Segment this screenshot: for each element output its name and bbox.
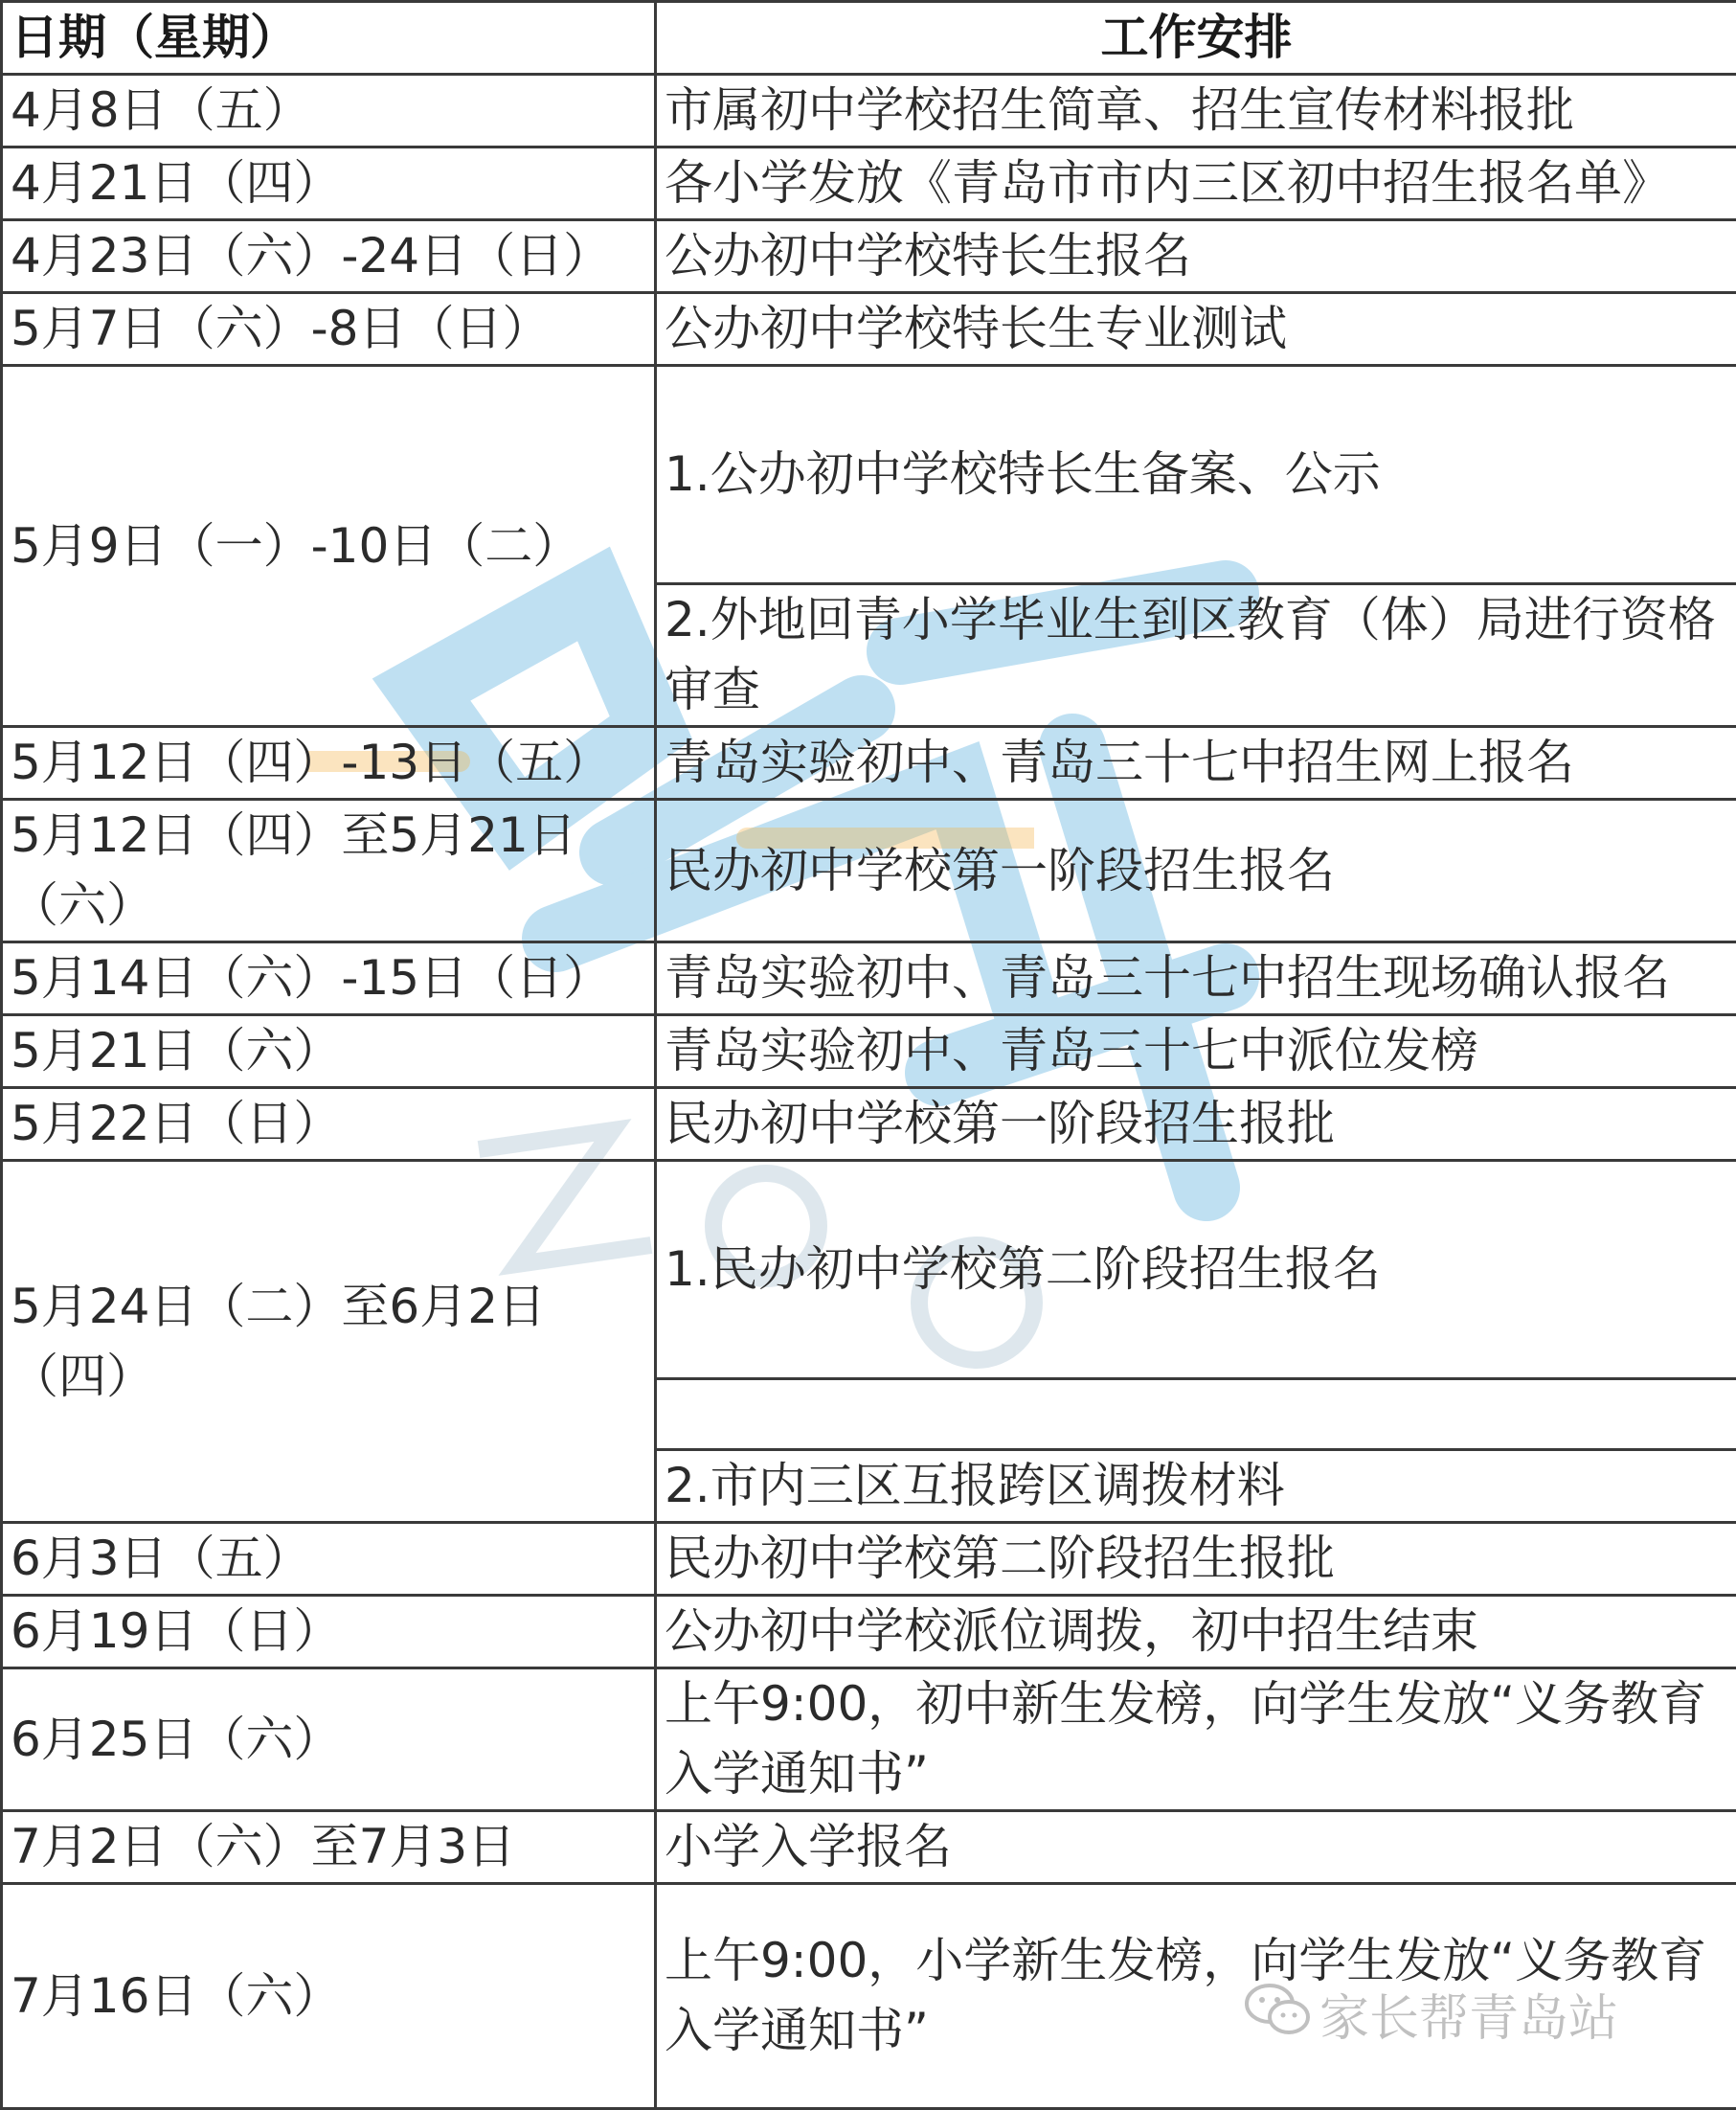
table-row [2, 1161, 1736, 1379]
table-row [2, 366, 1736, 584]
row-date: 6月3日（五） [2, 1523, 656, 1596]
table-row [2, 727, 1736, 800]
table-row [2, 1596, 1736, 1668]
row-task-secondary: 2.外地回青小学毕业生到区教育（体）局进行资格审查 [656, 584, 1736, 727]
row-date: 5月12日（四）至5月21日（六） [2, 800, 656, 942]
row-date: 6月25日（六） [2, 1668, 656, 1811]
row-task: 民办初中学校第二阶段招生报批 [656, 1523, 1736, 1596]
row-date: 5月22日（日） [2, 1088, 656, 1161]
table-row [2, 220, 1736, 293]
row-task: 市属初中学校招生简章、招生宣传材料报批 [656, 75, 1736, 147]
wechat-icon [1245, 1983, 1312, 2036]
row-date: 5月7日（六）-8日（日） [2, 293, 656, 366]
row-date: 7月16日（六） [2, 1884, 656, 2109]
row-task: 青岛实验初中、青岛三十七中招生现场确认报名 [656, 942, 1736, 1015]
row-date: 7月2日（六）至7月3日 [2, 1811, 656, 1884]
row-task: 青岛实验初中、青岛三十七中派位发榜 [656, 1015, 1736, 1088]
row-task: 小学入学报名 [656, 1811, 1736, 1884]
row-date: 5月12日（四）-13日（五） [2, 727, 656, 800]
table-row [2, 1015, 1736, 1088]
row-date: 6月19日（日） [2, 1596, 656, 1668]
row-date: 4月23日（六）-24日（日） [2, 220, 656, 293]
table-row [2, 1088, 1736, 1161]
table-row [2, 1811, 1736, 1884]
row-task: 公办初中学校派位调拨，初中招生结束 [656, 1596, 1736, 1668]
row-task: 民办初中学校第一阶段招生报名 [656, 800, 1736, 942]
row-date: 5月21日（六） [2, 1015, 656, 1088]
row-task: 上午9:00，初中新生发榜，向学生发放“义务教育入学通知书” [656, 1668, 1736, 1811]
watermark-text: 家长帮青岛站 [1319, 1990, 1619, 2048]
table-row [2, 1668, 1736, 1811]
row-task-secondary: 2.市内三区互报跨区调拨材料 [656, 1450, 1736, 1523]
table-row [2, 293, 1736, 366]
table-row [2, 75, 1736, 147]
row-date: 4月21日（四） [2, 147, 656, 220]
row-task: 公办初中学校特长生专业测试 [656, 293, 1736, 366]
row-date: 5月14日（六）-15日（日） [2, 942, 656, 1015]
table-row [2, 1523, 1736, 1596]
header-task: 工作安排 [656, 2, 1736, 75]
header-date: 日期（星期） [2, 2, 656, 75]
row-date: 4月8日（五） [2, 75, 656, 147]
row-task: 各小学发放《青岛市市内三区初中招生报名单》 [656, 147, 1736, 220]
table-row [2, 942, 1736, 1015]
row-task: 民办初中学校第一阶段招生报批 [656, 1088, 1736, 1161]
table-row [2, 800, 1736, 942]
row-date: 5月24日（二）至6月2日（四） [2, 1161, 656, 1523]
row-date: 5月9日（一）-10日（二） [2, 366, 656, 727]
row-task-empty [656, 1379, 1736, 1450]
table-header-row [2, 2, 1736, 75]
row-task: 上午9:00，小学新生发榜，向学生发放“义务教育入学通知书” [656, 1884, 1736, 2109]
table-row [2, 147, 1736, 220]
row-task: 公办初中学校特长生报名 [656, 220, 1736, 293]
row-task: 1.民办初中学校第二阶段招生报名 [656, 1161, 1736, 1379]
row-task: 1.公办初中学校特长生备案、公示 [656, 366, 1736, 584]
row-task: 青岛实验初中、青岛三十七中招生网上报名 [656, 727, 1736, 800]
